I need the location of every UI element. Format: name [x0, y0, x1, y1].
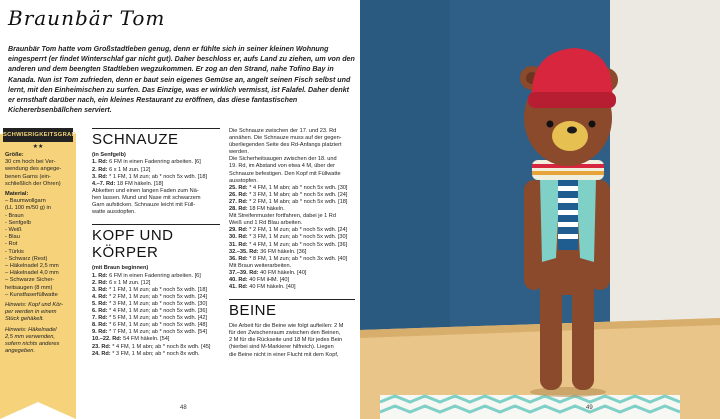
- instruction-text: 40 FM häkeln. [40]: [258, 269, 307, 276]
- sidebar-line: benen Garns (ein-: [5, 173, 51, 180]
- section-heading-kopf: [92, 224, 220, 261]
- instruction-line: [92, 308, 220, 315]
- instruction-line: [229, 135, 355, 142]
- instruction-line: [229, 249, 355, 256]
- instruction-line: [92, 181, 220, 188]
- materials-sidebar: [0, 128, 78, 419]
- instruction-line: [229, 270, 355, 277]
- instruction-text: * 1 FM, 1 M zun; ab * noch 5x wdh. [18]: [107, 286, 208, 293]
- round-label: 31. Rd:: [229, 241, 248, 248]
- instruction-text: * 3 FM, 1 M abn; ab * noch 8x wdh.: [110, 350, 200, 357]
- instruction-text: * 2 FM, 1 M zun; ab * noch 5x wdh. [24]: [107, 293, 208, 300]
- instructions-column-2: [229, 128, 355, 359]
- instruction-line: [229, 242, 355, 249]
- instruction-text: 6 x 1 M zun. [12]: [107, 279, 151, 286]
- instruction-line: [229, 206, 355, 213]
- round-label: 41. Rd:: [229, 284, 248, 291]
- instruction-text: Die Sicherheitsaugen zwischen der 18. und: [229, 156, 337, 163]
- instruction-text: * 2 FM, 1 M zun; ab * noch 5x wdh. [24]: [247, 227, 348, 234]
- instruction-line: [229, 256, 355, 263]
- round-label: 3. Rd:: [92, 173, 108, 180]
- instruction-text: * 6 FM, 1 M zun; ab * noch 5x wdh. [48]: [107, 322, 208, 329]
- round-label: 10.–22. Rd:: [92, 336, 122, 343]
- round-label: 26. Rd:: [229, 191, 248, 198]
- instruction-line: [92, 209, 220, 216]
- instruction-text: * 7 FM, 1 M zun; ab * noch 5x wdh. [54]: [107, 329, 208, 336]
- instruction-line: [229, 142, 355, 149]
- instruction-line: [92, 294, 220, 301]
- round-label: 9. Rd:: [92, 329, 108, 336]
- sidebar-line: Größe:: [5, 152, 24, 158]
- instruction-text: 36 FM häkeln. [36]: [258, 248, 307, 255]
- instruction-text: werden.: [229, 149, 249, 156]
- instruction-text: annähen. Die Schnauze muss auf der gegen-: [229, 135, 342, 142]
- instruction-text: 18 FM häkeln. [18]: [115, 180, 164, 187]
- instruction-text: hen lassen. Mund und Nase mit schwarzem: [92, 194, 201, 201]
- instruction-text: * 3 FM, 1 M zun; ab * noch 5x wdh. [30]: [107, 300, 208, 307]
- sidebar-line: – Häkelnadel 2,5 mm: [5, 263, 59, 270]
- instruction-line: [229, 128, 355, 135]
- instruction-text: Schnauze befestigen. Den Kopf mit Füllwatte: [229, 170, 341, 177]
- page-number-right: 49: [586, 405, 593, 411]
- instruction-line: [92, 322, 220, 329]
- instruction-line: [229, 337, 355, 344]
- section-heading-beine: BEINE: [229, 299, 355, 323]
- instruction-text: 40 FM häkeln. [40]: [247, 284, 296, 291]
- instruction-line: [229, 330, 355, 337]
- sidebar-line: per werden in einem: [5, 309, 57, 316]
- kopf-heading-line2: KÖRPER: [92, 244, 159, 262]
- sidebar-line: Hinweis: Kopf und Kör-: [5, 302, 64, 309]
- instruction-line: [229, 344, 355, 351]
- round-label: 2. Rd:: [92, 279, 108, 286]
- right-page: [360, 0, 720, 419]
- instruction-line: [92, 336, 220, 343]
- instruction-line: [229, 263, 355, 270]
- sidebar-line: - Blau: [5, 234, 20, 241]
- zigzag-mat: [380, 395, 680, 419]
- instruction-text: watte ausstopfen.: [92, 209, 136, 216]
- round-label: 4.–7. Rd:: [92, 180, 116, 187]
- instruction-text: 2 M für die Rückseite und 18 M für jedes Bein: [229, 337, 343, 344]
- round-label: 2. Rd:: [92, 166, 108, 173]
- instruction-text: die Beine nicht in einer Flucht mit dem Kopf,: [229, 351, 339, 358]
- round-label: 30. Rd:: [229, 234, 248, 241]
- round-label: 27. Rd:: [229, 198, 248, 205]
- schnauze-instructions: [92, 159, 220, 216]
- instruction-text: Die Schnauze zwischen der 17. und 23. Rd: [229, 128, 337, 134]
- sidebar-line: – Schwarze Sicher-: [5, 277, 55, 284]
- intro-paragraph: Braunbär Tom hatte vom Großstadtleben genug, denn er fühlte sich in seiner kleinen Wohnung eingesperrt (er findet Winterschlaf gar nicht gut). Daher beschloss er, aufs Land zu ziehen, um von den anderen und dem beengten Stadtleben wegzukommen. Er zog an den Strand, nahe Tofino Bay in Kanada. Nun ist Tom zufrieden, denn er baut sein eigenes Gemüse an, angelt seinen Fisch selbst und lernt, mit den Einheimischen zu surfen. Das Einzige, was er wirklich vermisst, ist Falafel. Daher denkt er ernsthaft darüber nach, ein kleines Restaurant zu eröffnen, das diese fantastischen Kichererbsenbällchen serviert.: [8, 45, 355, 115]
- round-label: 5. Rd:: [92, 300, 108, 307]
- round-label: 4. Rd:: [92, 293, 108, 300]
- instruction-text: * 3 FM, 1 M zun; ab * noch 5x wdh. [30]: [247, 234, 348, 241]
- sidebar-line: Material:: [5, 191, 29, 198]
- sidebar-chevron: [0, 374, 76, 419]
- instruction-line: [92, 329, 220, 336]
- instruction-text: 6 FM in einen Fadenring arbeiten. [6]: [107, 159, 201, 166]
- round-label: 29. Rd:: [229, 227, 248, 234]
- round-label: 40. Rd:: [229, 276, 248, 283]
- sidebar-line: - Türkis: [5, 248, 24, 255]
- instruction-line: [92, 351, 220, 358]
- instruction-text: * 8 FM, 1 M zun; ab * noch 3x wdh. [40]: [247, 255, 348, 262]
- instruction-text: * 2 FM, 1 M abn; ab * noch 5x wdh. [18]: [247, 198, 348, 205]
- instruction-line: [92, 174, 220, 181]
- round-label: 7. Rd:: [92, 315, 108, 322]
- instruction-text: 6 FM in einen Fadenring arbeiten. [6]: [107, 272, 201, 279]
- instruction-line: [229, 192, 355, 199]
- instruction-text: 40 FM iHM. [40]: [247, 276, 289, 283]
- sidebar-line: - Rot: [5, 241, 18, 248]
- round-label: 6. Rd:: [92, 308, 108, 315]
- instruction-text: 19. Rd, im Abstand von etwa 4 M, über der: [229, 163, 336, 170]
- instruction-line: [92, 287, 220, 294]
- round-label: 36. Rd:: [229, 255, 248, 262]
- round-label: 28. Rd:: [229, 206, 248, 213]
- instruction-line: [92, 167, 220, 174]
- difficulty-stars: ★★: [32, 144, 44, 150]
- instruction-line: [92, 202, 220, 209]
- round-label: 23. Rd:: [92, 343, 111, 350]
- kopf-instructions: [92, 273, 220, 358]
- sidebar-line: heitsaugen (8 mm): [5, 284, 53, 291]
- round-label: 1. Rd:: [92, 159, 108, 166]
- sidebar-line: – Baumwollgarn: [5, 198, 46, 205]
- round-label: 8. Rd:: [92, 322, 108, 329]
- instruction-line: [92, 195, 220, 202]
- instruction-line: [229, 149, 355, 156]
- schnauze-subheading: (in Senfgelb): [92, 152, 126, 158]
- sidebar-line: Hinweis: Häkelnadel: [5, 326, 57, 333]
- instruction-line: [229, 163, 355, 170]
- instruction-text: ausstopfen.: [229, 177, 258, 184]
- sidebar-line: – Kunstfaserfüllwatte: [5, 291, 58, 298]
- instruction-line: [229, 220, 355, 227]
- instruction-text: Die Arbeit für die Beine wie folgt aufteilen: 2 M: [229, 323, 344, 330]
- round-label: 25. Rd:: [229, 184, 248, 191]
- instruction-line: [229, 277, 355, 284]
- instruction-text: Mit Streifenmuster fortfahren, dabei je 1 Rd: [229, 213, 336, 220]
- instruction-line: [92, 315, 220, 322]
- instruction-text: 54 FM häkeln. [54]: [121, 336, 170, 343]
- instruction-text: * 4 FM, 1 M abn; ab * noch 5x wdh. [30]: [247, 184, 348, 191]
- page-title: Braunbär Tom: [8, 6, 166, 30]
- instruction-line: [92, 159, 220, 166]
- sidebar-line: - Schwarz (Rest): [5, 255, 48, 262]
- instruction-text: überliegenden Seite des Rd-Anfangs platziert: [229, 142, 342, 149]
- instruction-text: 6 x 1 M zun. [12]: [107, 166, 151, 173]
- sidebar-line: - Senfgelb: [5, 219, 31, 226]
- instruction-text: für den Zwischenraum zwischen den Beinen,: [229, 330, 341, 337]
- instruction-line: [229, 156, 355, 163]
- kopf-subheading: (mit Braun beginnen): [92, 265, 149, 272]
- sidebar-line: Stück gehäkelt.: [5, 316, 44, 323]
- round-label: 32.–35. Rd:: [229, 248, 259, 255]
- instruction-line: [229, 234, 355, 241]
- instruction-line: [92, 301, 220, 308]
- sidebar-line: 2,5 mm verwenden,: [5, 333, 55, 340]
- bear-photo: [360, 0, 720, 419]
- sidebar-line: wendung des angege-: [5, 166, 62, 173]
- sidebar-line: 30 cm hoch bei Ver-: [5, 159, 56, 166]
- instruction-text: * 5 FM, 1 M zun; ab * noch 5x wdh. [42]: [107, 315, 208, 322]
- sidebar-line: schließlich der Ohren): [5, 180, 61, 187]
- instruction-text: * 4 FM, 1 M zun; ab * noch 5x wdh. [36]: [247, 241, 348, 248]
- round-label: 3. Rd:: [92, 286, 108, 293]
- instruction-line: [92, 188, 220, 195]
- instruction-line: [92, 344, 220, 351]
- instruction-line: [229, 178, 355, 185]
- instruction-line: [229, 284, 355, 291]
- difficulty-badge: SCHWIERIGKEITSGRAD: [3, 128, 73, 142]
- round-label: 24. Rd:: [92, 350, 111, 357]
- page-number-left: 48: [180, 405, 187, 411]
- instruction-text: 18 FM häkeln.: [247, 206, 285, 213]
- instructions-column-1: [92, 128, 220, 358]
- instruction-text: * 4 FM, 1 M zun; ab * noch 5x wdh. [36]: [107, 308, 208, 315]
- instruction-text: * 1 FM, 1 M zun; ab * noch 5x wdh. [18]: [107, 173, 208, 180]
- instruction-line: [92, 280, 220, 287]
- sidebar-line: (LL 100 m/50 g) in: [5, 205, 51, 212]
- sidebar-text: [5, 152, 75, 355]
- instruction-line: [229, 213, 355, 220]
- instruction-text: Abketten und einen langen Faden zum Nä-: [92, 187, 199, 194]
- instruction-line: [92, 273, 220, 280]
- round-label: 1. Rd:: [92, 272, 108, 279]
- instruction-text: * 3 FM, 1 M abn; ab * noch 5x wdh. [24]: [247, 191, 348, 198]
- instruction-text: (hierbei sind M-Markierer hilfreich). Liegen: [229, 344, 334, 351]
- sidebar-line: - Weiß: [5, 227, 22, 234]
- instruction-text: Weiß und 1 Rd Blau arbeiten.: [229, 220, 303, 227]
- instruction-line: [229, 185, 355, 192]
- sidebar-line: - Braun: [5, 212, 24, 219]
- column-2-instructions: [229, 128, 355, 291]
- instruction-text: Garn aufsticken. Schnauze leicht mit Füll-: [92, 201, 196, 208]
- kopf-heading-line1: KOPF UND: [92, 227, 174, 245]
- round-label: 37.–39. Rd:: [229, 269, 259, 276]
- instruction-text: Mit Braun weiterarbeiten.: [229, 262, 292, 269]
- beine-instructions: [229, 323, 355, 358]
- sidebar-line: angegeben.: [5, 348, 36, 355]
- instruction-line: [229, 171, 355, 178]
- section-heading-schnauze: SCHNAUZE: [92, 128, 220, 152]
- instruction-line: [229, 227, 355, 234]
- instruction-line: [229, 199, 355, 206]
- sidebar-line: – Häkelnadel 4,0 mm: [5, 270, 59, 277]
- sidebar-line: sofern nichts anderes: [5, 341, 60, 348]
- instruction-line: [229, 323, 355, 330]
- instruction-text: * 4 FM, 1 M abn; ab * noch 8x wdh. [45]: [110, 343, 211, 350]
- instruction-line: [229, 352, 355, 359]
